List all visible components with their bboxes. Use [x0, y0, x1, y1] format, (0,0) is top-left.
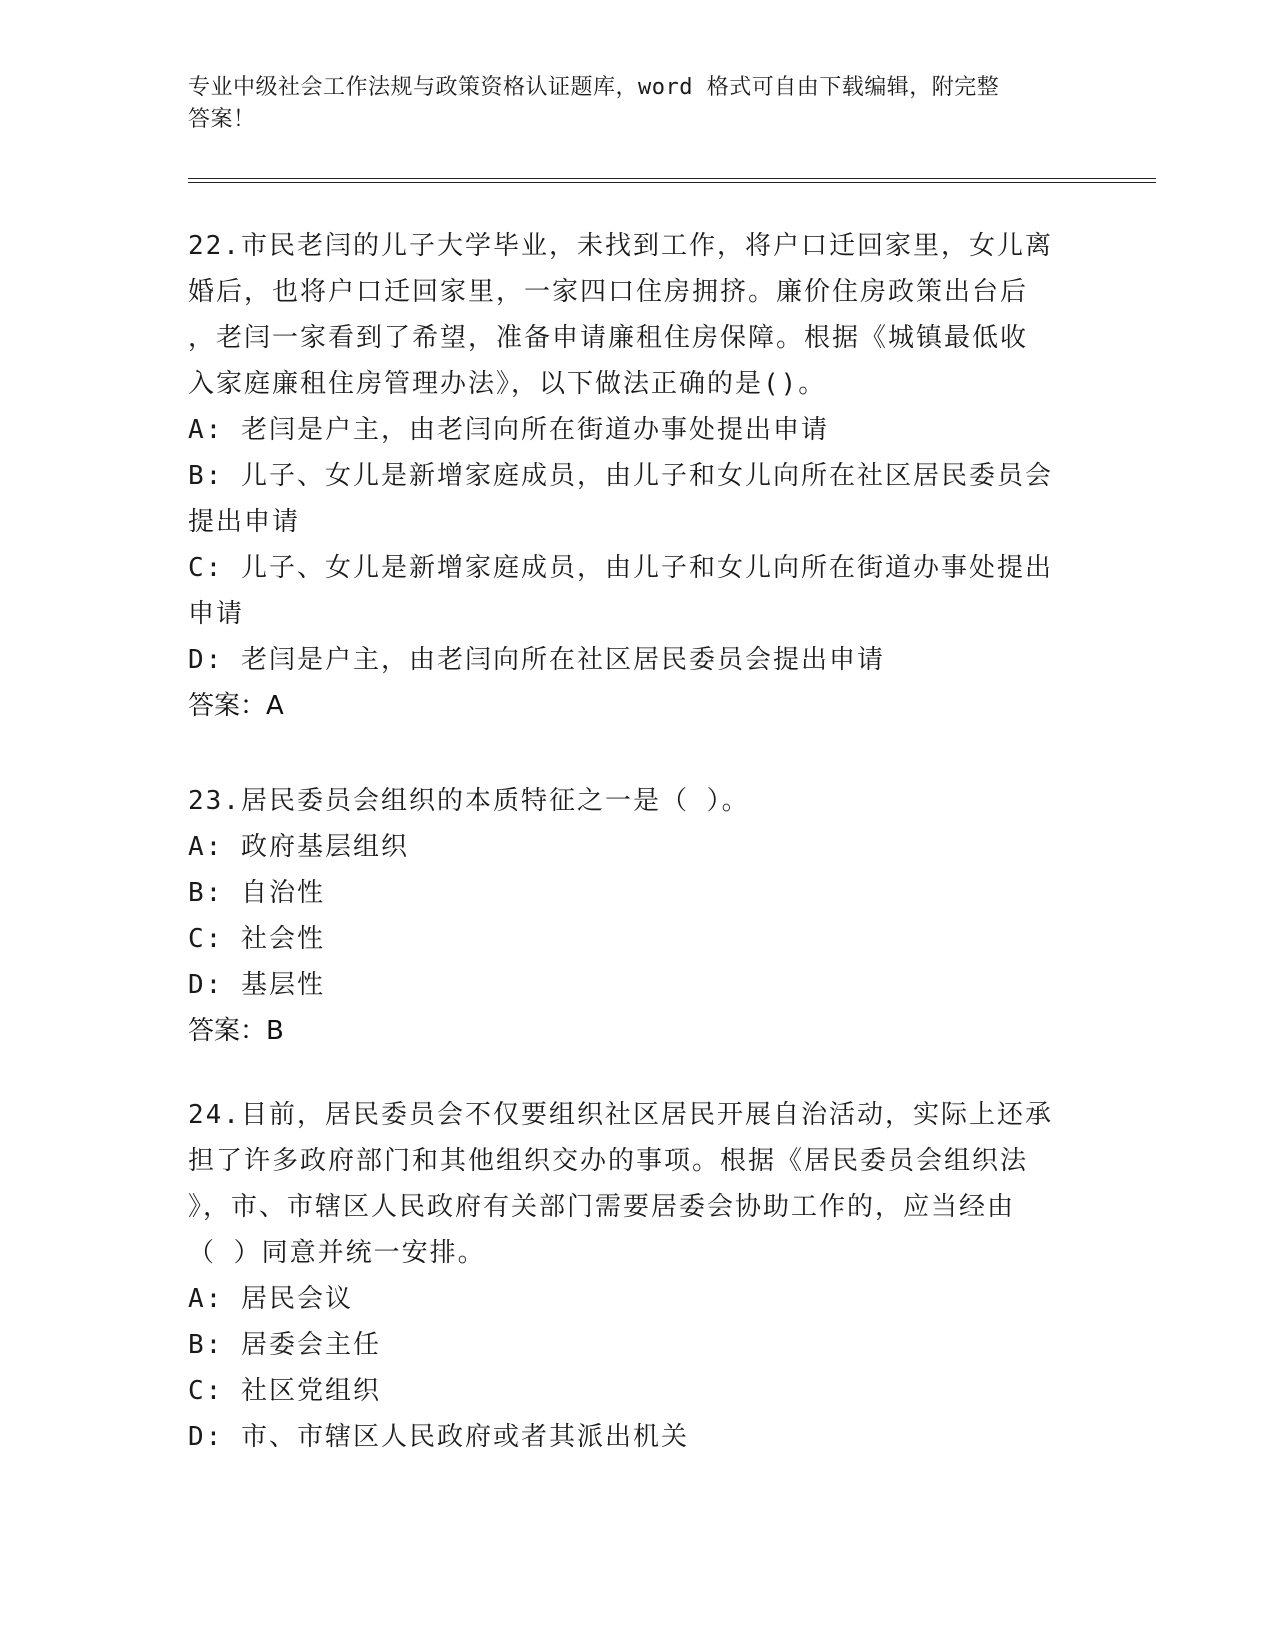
option-a: A: 政府基层组织 [188, 832, 409, 862]
option-d: D: 基层性 [188, 970, 325, 1000]
question-stem-line: ，老闫一家看到了希望，准备申请廉租住房保障。根据《城镇最低收 [188, 323, 1029, 353]
option-d: D: 老闫是户主，由老闫向所在社区居民委员会提出申请 [188, 645, 885, 675]
option-b-continued: 提出申请 [188, 507, 301, 537]
option-a: A: 居民会议 [188, 1284, 353, 1314]
question-22 [188, 223, 1088, 729]
question-24 [188, 1092, 1088, 1460]
option-c: C: 社区党组织 [188, 1376, 381, 1406]
header-line: 答案！ [188, 107, 256, 132]
option-b: B: 居委会主任 [188, 1330, 381, 1360]
question-stem-line: 24.目前，居民委员会不仅要组织社区居民开展自治活动，实际上还承 [188, 1100, 1053, 1130]
option-c-continued: 申请 [188, 599, 245, 629]
question-stem-line: 》，市、市辖区人民政府有关部门需要居委会协助工作的，应当经由 [188, 1192, 1016, 1222]
header-divider [188, 178, 1156, 183]
option-d: D: 市、市辖区人民政府或者其派出机关 [188, 1422, 689, 1452]
page-header [188, 72, 1068, 136]
question-23 [188, 778, 1088, 1054]
answer-line: 答案：A [188, 691, 284, 721]
question-stem-line: 婚后，也将户口迁回家里，一家四口住房拥挤。廉价住房政策出台后 [188, 277, 1029, 307]
option-b: B: 儿子、女儿是新增家庭成员，由儿子和女儿向所在社区居民委员会 [188, 461, 1053, 491]
question-stem-line: 担了许多政府部门和其他组织交办的事项。根据《居民委员会组织法 [188, 1146, 1029, 1176]
header-line: 专业中级社会工作法规与政策资格认证题库，word 格式可自由下载编辑，附完整 [188, 75, 1000, 100]
question-stem-line: 入家庭廉租住房管理办法》，以下做法正确的是()。 [188, 369, 827, 399]
question-stem-line: 22.市民老闫的儿子大学毕业，未找到工作，将户口迁回家里，女儿离 [188, 231, 1053, 261]
option-c: C: 社会性 [188, 924, 325, 954]
option-a: A: 老闫是户主，由老闫向所在街道办事处提出申请 [188, 415, 829, 445]
question-stem-line: 23.居民委员会组织的本质特征之一是（ ）。 [188, 786, 750, 816]
question-stem-line: （ ）同意并统一安排。 [188, 1238, 486, 1268]
option-b: B: 自治性 [188, 878, 325, 908]
answer-line: 答案：B [188, 1016, 284, 1046]
option-c: C: 儿子、女儿是新增家庭成员，由儿子和女儿向所在街道办事处提出 [188, 553, 1053, 583]
